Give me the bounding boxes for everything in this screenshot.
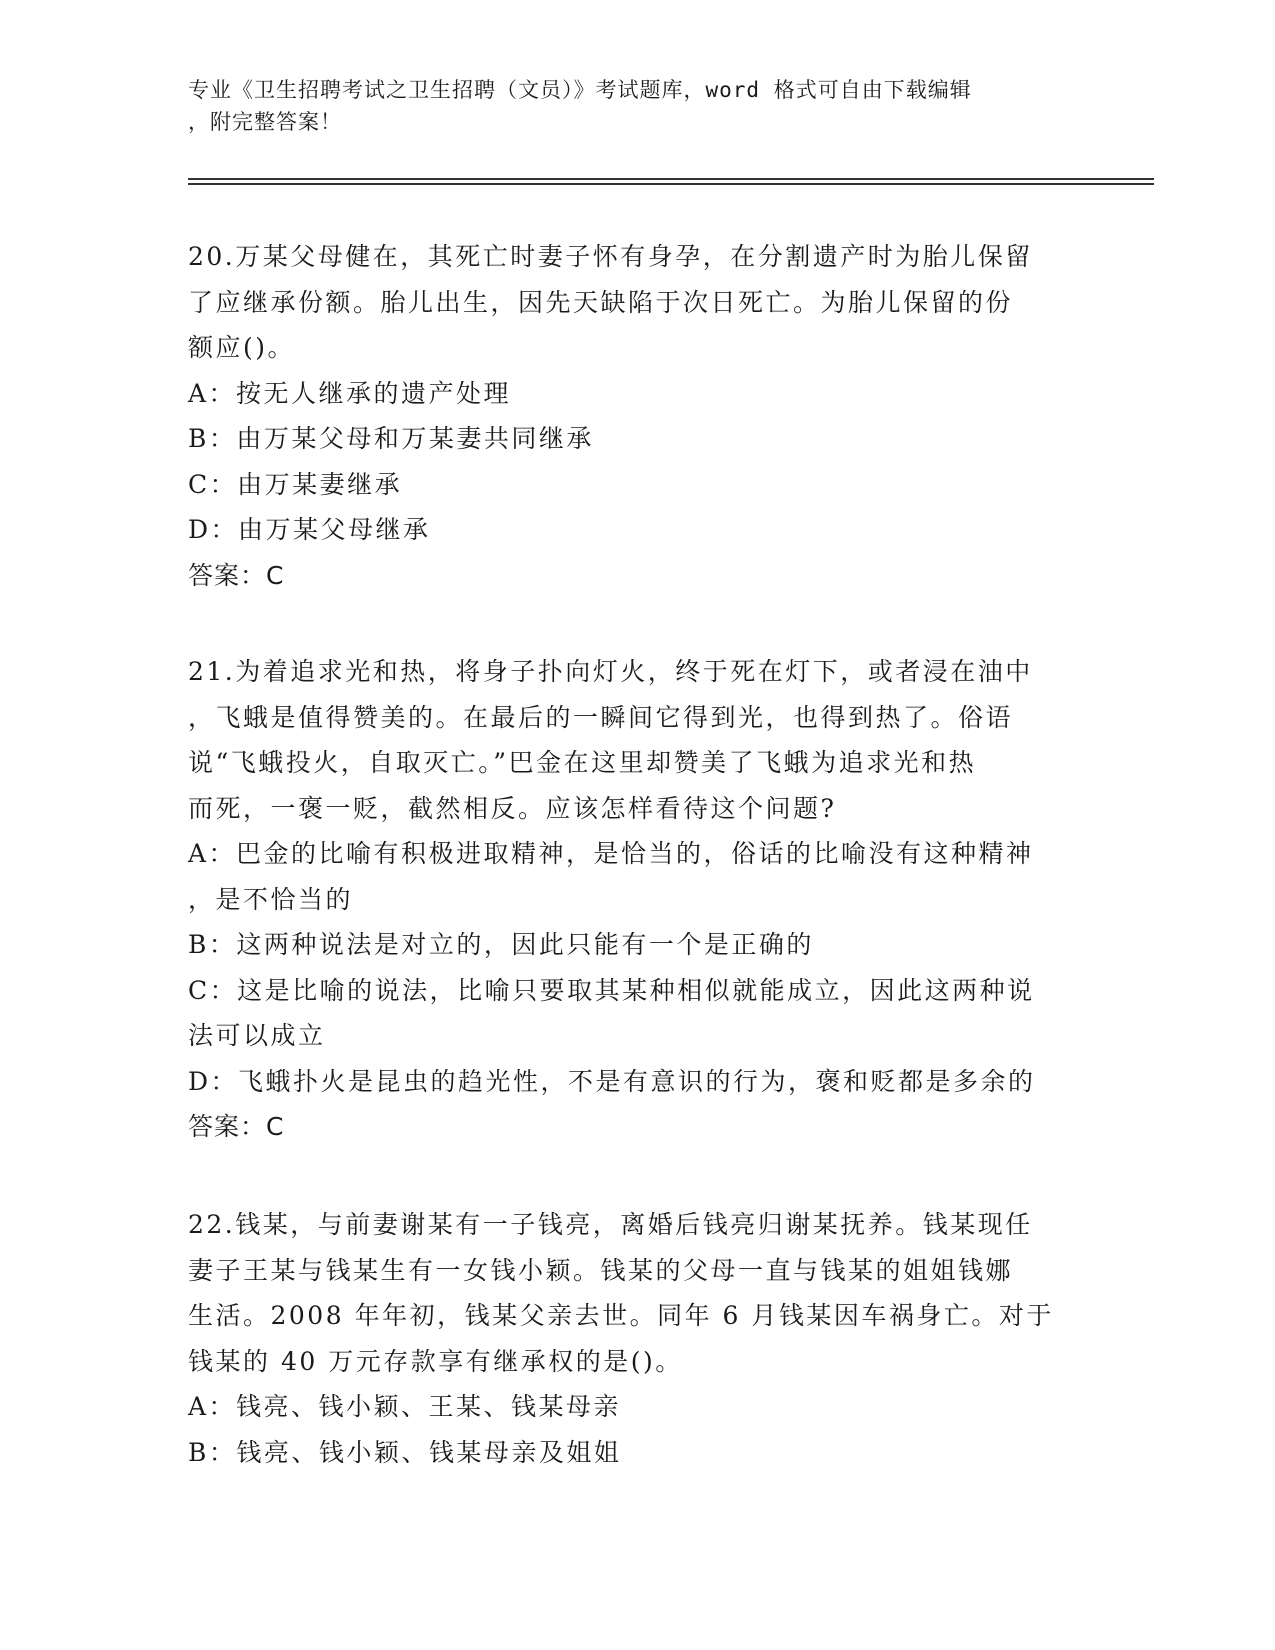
option-a-continuation: ，是不恰当的 [188,884,354,914]
question-stem-line: ，飞蛾是值得赞美的。在最后的一瞬间它得到光，也得到热了。俗语 [188,702,1014,732]
question-stem-line: 22.钱某，与前妻谢某有一子钱亮，离婚后钱亮归谢某抚养。钱某现任 [188,1210,1033,1239]
header-line: 专业《卫生招聘考试之卫生招聘（文员）》考试题库，word 格式可自由下载编辑 [188,78,972,102]
question-stem-line: 妻子王某与钱某生有一女钱小颖。钱某的父母一直与钱某的姐姐钱娜 [188,1255,1014,1285]
answer: 答案：C [188,1112,285,1141]
question-21 [188,649,1088,1150]
option-a: A：巴金的比喻有积极进取精神，是恰当的，俗话的比喻没有这种精神 [188,839,1034,868]
question-22 [188,1202,1088,1475]
question-stem-line: 钱某的 40 万元存款享有继承权的是()。 [188,1346,683,1376]
header-divider [188,178,1154,180]
question-stem-line: 20.万某父母健在，其死亡时妻子怀有身孕，在分割遗产时为胎儿保留 [188,242,1033,271]
question-stem-line: 额应()。 [188,333,296,362]
option-b: B：这两种说法是对立的，因此只能有一个是正确的 [188,930,814,959]
option-c-continuation: 法可以成立 [188,1021,326,1050]
option-b: B：由万某父母和万某妻共同继承 [188,424,594,453]
answer: 答案：C [188,560,285,590]
option-d: D：由万某父母继承 [188,515,431,544]
option-b: B：钱亮、钱小颖、钱某母亲及姐姐 [188,1437,622,1467]
option-a: A：按无人继承的遗产处理 [188,378,512,408]
option-c: C：由万某妻继承 [188,469,403,499]
question-stem-line: 说“飞蛾投火，自取灭亡。”巴金在这里却赞美了飞蛾为追求光和热 [188,748,977,777]
question-stem-line: 而死，一褒一贬，截然相反。应该怎样看待这个问题? [188,793,837,823]
question-20 [188,234,1088,598]
header-divider [188,183,1154,185]
question-stem-line: 了应继承份额。胎儿出生，因先天缺陷于次日死亡。为胎儿保留的份 [188,287,1014,317]
document-header [188,74,1088,138]
question-stem-line: 21.为着追求光和热，将身子扑向灯火，终于死在灯下，或者浸在油中 [188,657,1033,686]
option-d: D：飞蛾扑火是昆虫的趋光性，不是有意识的行为，褒和贬都是多余的 [188,1066,1036,1096]
option-c: C：这是比喻的说法，比喻只要取其某种相似就能成立，因此这两种说 [188,975,1035,1005]
question-stem-line: 生活。2008 年年初，钱某父亲去世。同年 6 月钱某因车祸身亡。对于 [188,1301,1054,1330]
header-line: ，附完整答案！ [188,110,342,134]
option-a: A：钱亮、钱小颖、王某、钱某母亲 [188,1392,622,1421]
